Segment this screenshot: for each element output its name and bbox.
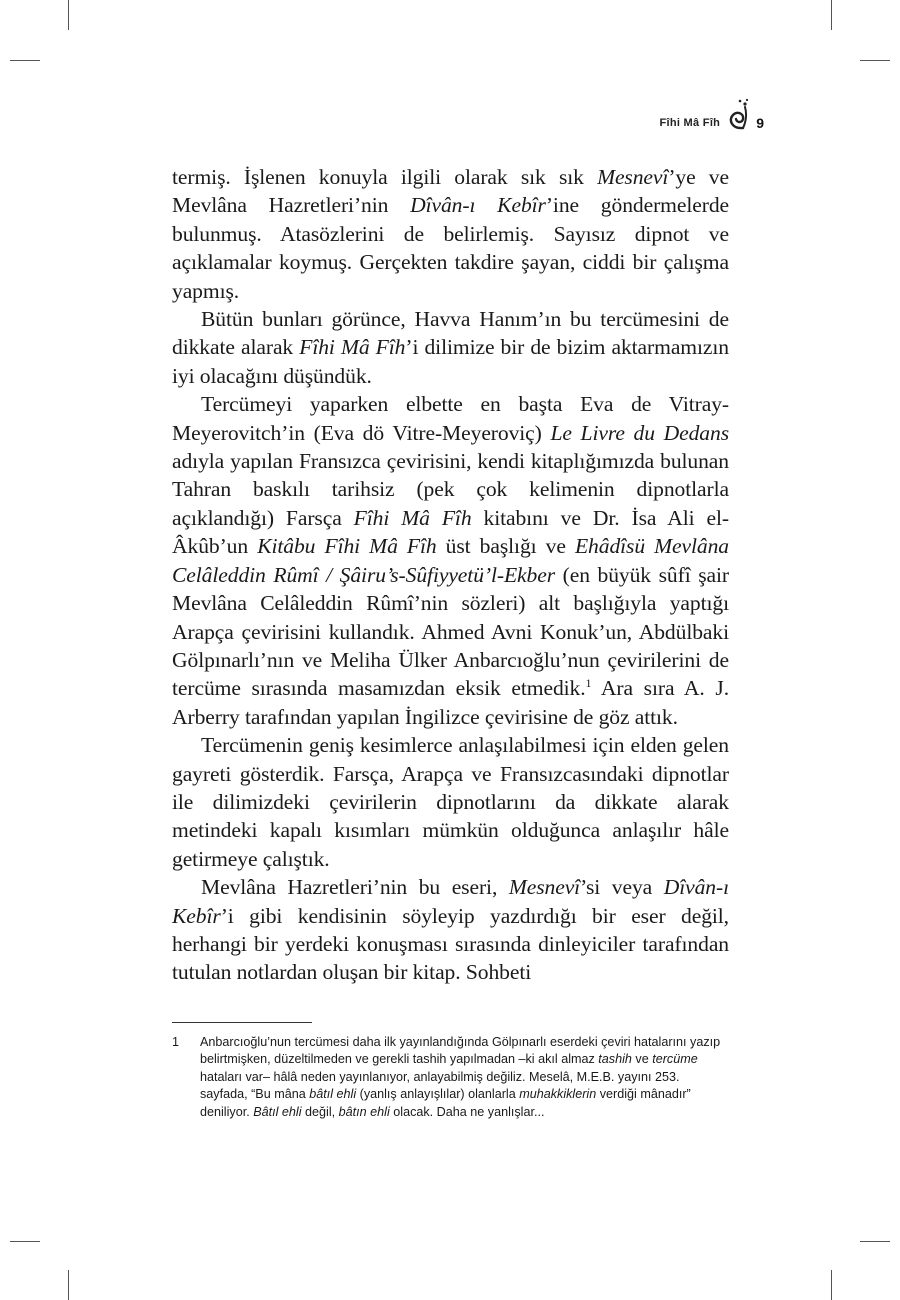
running-header	[659, 98, 764, 132]
footnote-ref: 1	[585, 676, 592, 691]
text-run: ’ine göndermelerde bulunmuş. Atasözlerini de belirlemiş. Sayısız dipnot ve açıklamalar koymuş. Gerçekten takdire şayan, ciddi bir çalışma yapmış.	[172, 193, 729, 303]
crop-mark	[831, 1270, 832, 1300]
crop-mark	[831, 0, 832, 30]
text-run: verdiği mânadır” deniliyor.	[200, 1087, 691, 1119]
crop-mark	[10, 60, 40, 61]
text-run: Mevlâna Hazretleri’nin bu eseri,	[201, 875, 509, 900]
footnote-text	[200, 1034, 729, 1121]
crop-mark	[10, 1241, 40, 1242]
text-run: kitabını ve Dr. İsa Ali el-Âkûb’un	[172, 505, 729, 559]
text-run: ’ye ve Mevlâna Hazretleri’nin	[172, 165, 729, 218]
italic-term: Fîhi Mâ Fîh	[353, 505, 472, 530]
text-run: ve	[631, 1052, 653, 1067]
italic-term: Mesnevî	[508, 875, 581, 900]
text-run: termiş. İşlenen konuyla ilgili olarak sık sık	[172, 165, 598, 189]
text-run: Bütün bunları görünce, Havva Hanım’ın bu tercümesini de dikkate alarak	[172, 307, 729, 360]
italic-term: muhakkiklerin	[519, 1087, 597, 1102]
book-title: Fîhi Mâ Fîh	[659, 117, 721, 129]
text-run: hataları var– hâlâ neden yayınlanıyor, anlayabilmiş değiliz. Meselâ, M.E.B. yayını 253. sayfada, “Bu mâna	[200, 1069, 680, 1102]
text-run: üst başlığı ve	[436, 534, 575, 559]
crop-mark	[860, 1241, 890, 1242]
paragraph	[172, 390, 729, 731]
text-run: (yanlış anlayışlılar) olanlarla	[356, 1087, 520, 1102]
italic-term: Fîhi Mâ Fîh	[299, 335, 406, 360]
italic-term: bâtıl ehli	[309, 1087, 357, 1102]
crop-mark	[68, 0, 69, 30]
text-run: (en büyük sûfî şair Mevlâna Celâleddin Rûmî’nin sözleri) alt başlığıyla yaptığı Arapça çevirisini kullandık. Ahmed Avni Konuk’un, Abdülbaki Gölpınarlı’nın ve Meliha Ülker Anbarcıoğlu’nun çevirilerini de tercüme sırasında masamızdan eksik etmedik.	[172, 562, 729, 701]
text-run: ’i gibi kendisinin söyleyip yazdırdığı bir eser değil, herhangi bir yerdeki konuşması sırasında dinleyiciler tarafından tutulan notlardan oluşan bir kitap. Sohbeti	[172, 903, 729, 985]
text-run: Ara sıra A. J. Arberry tarafından yapılan İngilizce çevirisine de göz attık.	[172, 676, 729, 729]
page-number: 9	[756, 115, 764, 131]
paragraph	[172, 163, 729, 305]
italic-term: Dîvân-ı Kebîr	[172, 875, 729, 928]
text-run: ’i dilimize bir de bizim aktarmamızın iyi olacağını düşündük.	[172, 335, 729, 388]
italic-term: Dîvân-ı Kebîr	[410, 193, 546, 218]
italic-term: Bâtıl ehli	[253, 1104, 302, 1119]
italic-term: tercüme	[652, 1052, 698, 1067]
crop-mark	[860, 60, 890, 61]
text-run: olacak. Daha ne yanlışlar...	[389, 1104, 545, 1119]
text-run: ’si veya	[580, 875, 664, 900]
paragraph	[172, 305, 729, 390]
text-run: Tercümenin geniş kesimlerce anlaşılabilmesi için elden gelen gayreti gösterdik. Farsça, Arapça ve Fransızcasındaki dipnotlar ile dilimizdeki çevirilerin dipnotlarını da dikkate alarak metindeki kapalı kısımları mümkün olduğunca anlaşılır hâle getirmeye çalıştık.	[172, 733, 729, 871]
text-run: Tercümeyi yaparken elbette en başta Eva de Vitray-Meyerovitch’in (Eva dö Vitre-Meyeroviç)	[172, 392, 729, 445]
paragraph	[172, 731, 729, 873]
crop-mark	[68, 1270, 69, 1300]
footnote	[172, 1034, 729, 1121]
italic-term: Mesnevî	[597, 165, 669, 189]
text-run: adıyla yapılan Fransızca çevirisini, kendi kitaplığımızda bulunan Tahran baskılı tarihsiz (pek çok kelimenin dipnotlarla açıklandığı) Farsça	[172, 449, 729, 530]
footnote-rule	[172, 1022, 312, 1023]
text-run: değil,	[301, 1104, 339, 1119]
italic-term: Kitâbu Fîhi Mâ Fîh	[257, 534, 437, 559]
footnote-number: 1	[172, 1035, 180, 1049]
italic-term: tashih	[598, 1052, 632, 1067]
italic-term: Le Livre du Dedans	[550, 420, 729, 445]
body-text	[172, 163, 729, 987]
text-run: Anbarcıoğlu’nun tercümesi daha ilk yayınlandığında Gölpınarlı eserdeki çeviri hatalarını yazıp belirtmişken, düzeltilmeden ve gerekli tashih yapılmadan –ki akıl almaz	[200, 1035, 721, 1067]
italic-term: bâtın ehli	[338, 1104, 390, 1119]
italic-term: Ehâdîsü Mevlâna Celâleddin Rûmî / Şâiru’s-Sûfiyyetü’l-Ekber	[172, 534, 730, 587]
calligraphy-ornament-icon	[726, 98, 750, 132]
paragraph	[172, 873, 729, 987]
